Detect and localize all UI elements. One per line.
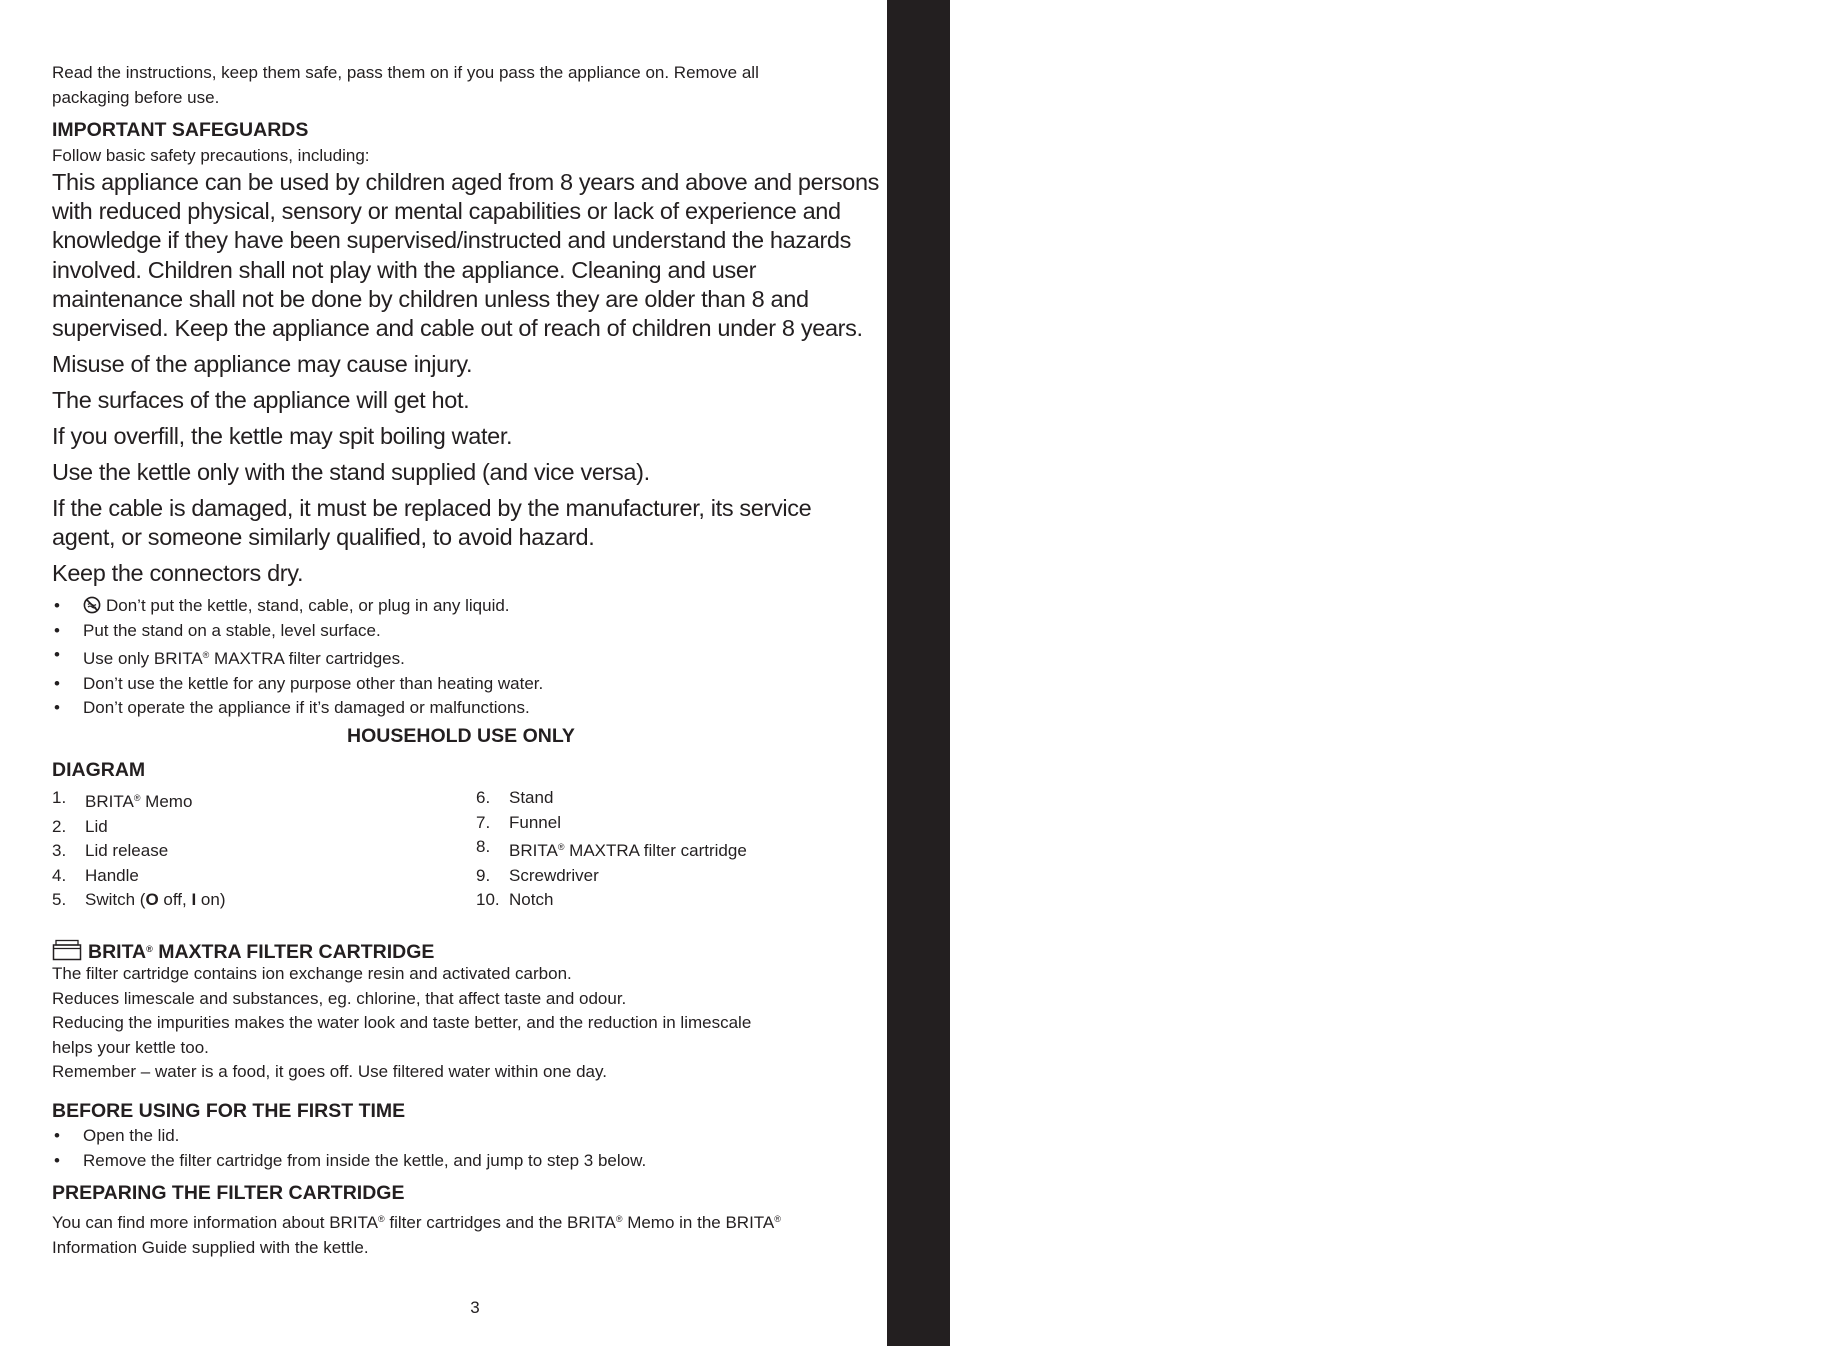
diagram-item-number: 5.: [52, 890, 67, 909]
list-item-text: Put the stand on a stable, level surface.: [83, 620, 381, 640]
diagram-item-label: BRITA® Memo: [85, 792, 193, 811]
diagram-item: [476, 786, 747, 811]
warning-stand: Use the kettle only with the stand supplied (and vice versa).: [52, 459, 650, 485]
diagram-item: [52, 786, 226, 815]
side-tab-label: instructions: [1785, 65, 1826, 255]
list-item-text: Use only BRITA® MAXTRA filter cartridges.: [83, 649, 405, 668]
diagram-item-number: 9.: [476, 865, 491, 885]
maxtra-line: Reduces limescale and substances, eg. chlorine, that affect taste and odour.: [52, 988, 627, 1008]
diagram-item: [476, 811, 747, 836]
preparing-line: You can find more information about BRITA® filter cartridges and the BRITA® Memo in the BRITA®: [52, 1213, 781, 1232]
side-tab: [887, 0, 1826, 1346]
preparing-line: Information Guide supplied with the kettle.: [52, 1237, 369, 1257]
first-time-bullet-list: [52, 1124, 870, 1173]
preparing-paragraph: [52, 1207, 870, 1260]
preparing-heading: PREPARING THE FILTER CARTRIDGE: [52, 1182, 405, 1204]
warning-overfill: If you overfill, the kettle may spit boiling water.: [52, 423, 513, 449]
diagram-heading: DIAGRAM: [52, 759, 146, 781]
page-number: 3: [470, 1298, 480, 1317]
warning-line: involved. Children shall not play with the appliance. Cleaning and user: [52, 256, 757, 283]
warning-line: knowledge if they have been supervised/instructed and understand the hazards: [52, 227, 852, 254]
diagram-item-label: Lid: [85, 816, 108, 836]
diagram-item: [52, 864, 226, 889]
intro-paragraph: [52, 61, 852, 110]
warning-hot-surfaces: The surfaces of the appliance will get hot.: [52, 387, 470, 413]
list-item: [52, 594, 870, 619]
intro-line: Read the instructions, keep them safe, pass them on if you pass the appliance on. Remove all: [52, 63, 759, 82]
warning-line: If the cable is damaged, it must be replaced by the manufacturer, its service: [52, 495, 812, 521]
filter-cartridge-icon: [52, 939, 82, 961]
warning-line: This appliance can be used by children aged from 8 years and above and persons: [52, 169, 880, 195]
list-item: [52, 643, 870, 672]
list-item: [52, 672, 870, 697]
diagram-list-right: [476, 786, 747, 913]
warning-line: with reduced physical, sensory or mental capabilities or lack of experience and: [52, 198, 841, 225]
diagram-item-label: Handle: [85, 865, 139, 885]
first-time-heading: BEFORE USING FOR THE FIRST TIME: [52, 1100, 406, 1122]
household-use-heading: HOUSEHOLD USE ONLY: [347, 725, 575, 747]
diagram-item-label: Notch: [509, 890, 554, 909]
diagram-item-number: 1.: [52, 788, 67, 807]
diagram-item-number: 2.: [52, 816, 67, 836]
intro-line: packaging before use.: [52, 87, 220, 107]
diagram-item: [52, 839, 226, 864]
maxtra-heading: [52, 937, 434, 964]
list-item: [52, 1124, 870, 1149]
diagram-item-label: Lid release: [85, 841, 169, 860]
maxtra-line: Reducing the impurities makes the water look and taste better, and the reduction in limescale: [52, 1013, 752, 1032]
warning-connectors: Keep the connectors dry.: [52, 560, 304, 586]
list-item: [52, 1149, 870, 1174]
list-item-text: Open the lid.: [83, 1126, 180, 1145]
safeguards-heading: IMPORTANT SAFEGUARDS: [52, 119, 309, 141]
diagram-item-label: BRITA® MAXTRA filter cartridge: [509, 841, 747, 860]
maxtra-line: The filter cartridge contains ion exchange resin and activated carbon.: [52, 964, 572, 983]
switch-on-text: on): [196, 890, 226, 909]
diagram-item-label: Stand: [509, 788, 554, 807]
maxtra-line: helps your kettle too.: [52, 1037, 209, 1057]
diagram-item: [476, 835, 747, 864]
list-item-text: Don’t put the kettle, stand, cable, or plug in any liquid.: [106, 596, 510, 615]
diagram-item-number: 10.: [476, 890, 500, 909]
diagram-item: [476, 888, 747, 913]
diagram-item-switch: [52, 888, 226, 913]
switch-on-symbol: I: [191, 890, 197, 909]
switch-off-text: off,: [158, 890, 192, 909]
maxtra-line: Remember – water is a food, it goes off. Use filtered water within one day.: [52, 1062, 607, 1081]
diagram-item-label: Funnel: [509, 812, 561, 832]
no-immersion-icon: [83, 596, 101, 614]
switch-label-prefix: Switch (: [85, 890, 146, 909]
warning-line: agent, or someone similarly qualified, to avoid hazard.: [52, 524, 595, 551]
diagram-item-number: 7.: [476, 812, 491, 832]
warning-line: maintenance shall not be done by children unless they are older than 8 and: [52, 285, 809, 312]
list-item-text: Don’t operate the appliance if it’s damaged or malfunctions.: [83, 698, 530, 717]
diagram-item: [52, 815, 226, 840]
safeguards-subheading: Follow basic safety precautions, including:: [52, 146, 370, 165]
list-item: [52, 696, 870, 721]
diagram-item-number: 4.: [52, 865, 67, 885]
list-item: [52, 619, 870, 644]
cable-warning-paragraph: [52, 494, 870, 552]
diagram-list-left: [52, 786, 226, 913]
maxtra-heading-text: BRITA® MAXTRA FILTER CARTRIDGE: [88, 941, 435, 963]
maxtra-paragraph: [52, 962, 870, 1085]
switch-off-symbol: O: [145, 890, 159, 909]
diagram-item-label: Screwdriver: [509, 865, 599, 885]
diagram-item-number: 6.: [476, 788, 491, 807]
diagram-item: [476, 864, 747, 889]
diagram-item-number: 3.: [52, 841, 67, 860]
warning-misuse: Misuse of the appliance may cause injury.: [52, 351, 473, 377]
diagram-item-label: [85, 888, 226, 913]
safety-bullet-list: [52, 594, 870, 721]
diagram-item-number: 8.: [476, 837, 491, 856]
warning-line: supervised. Keep the appliance and cable out of reach of children under 8 years.: [52, 315, 863, 342]
children-warning-paragraph: [52, 168, 880, 343]
list-item-text: Remove the filter cartridge from inside the kettle, and jump to step 3 below.: [83, 1150, 647, 1170]
list-item-text: Don’t use the kettle for any purpose other than heating water.: [83, 673, 544, 693]
